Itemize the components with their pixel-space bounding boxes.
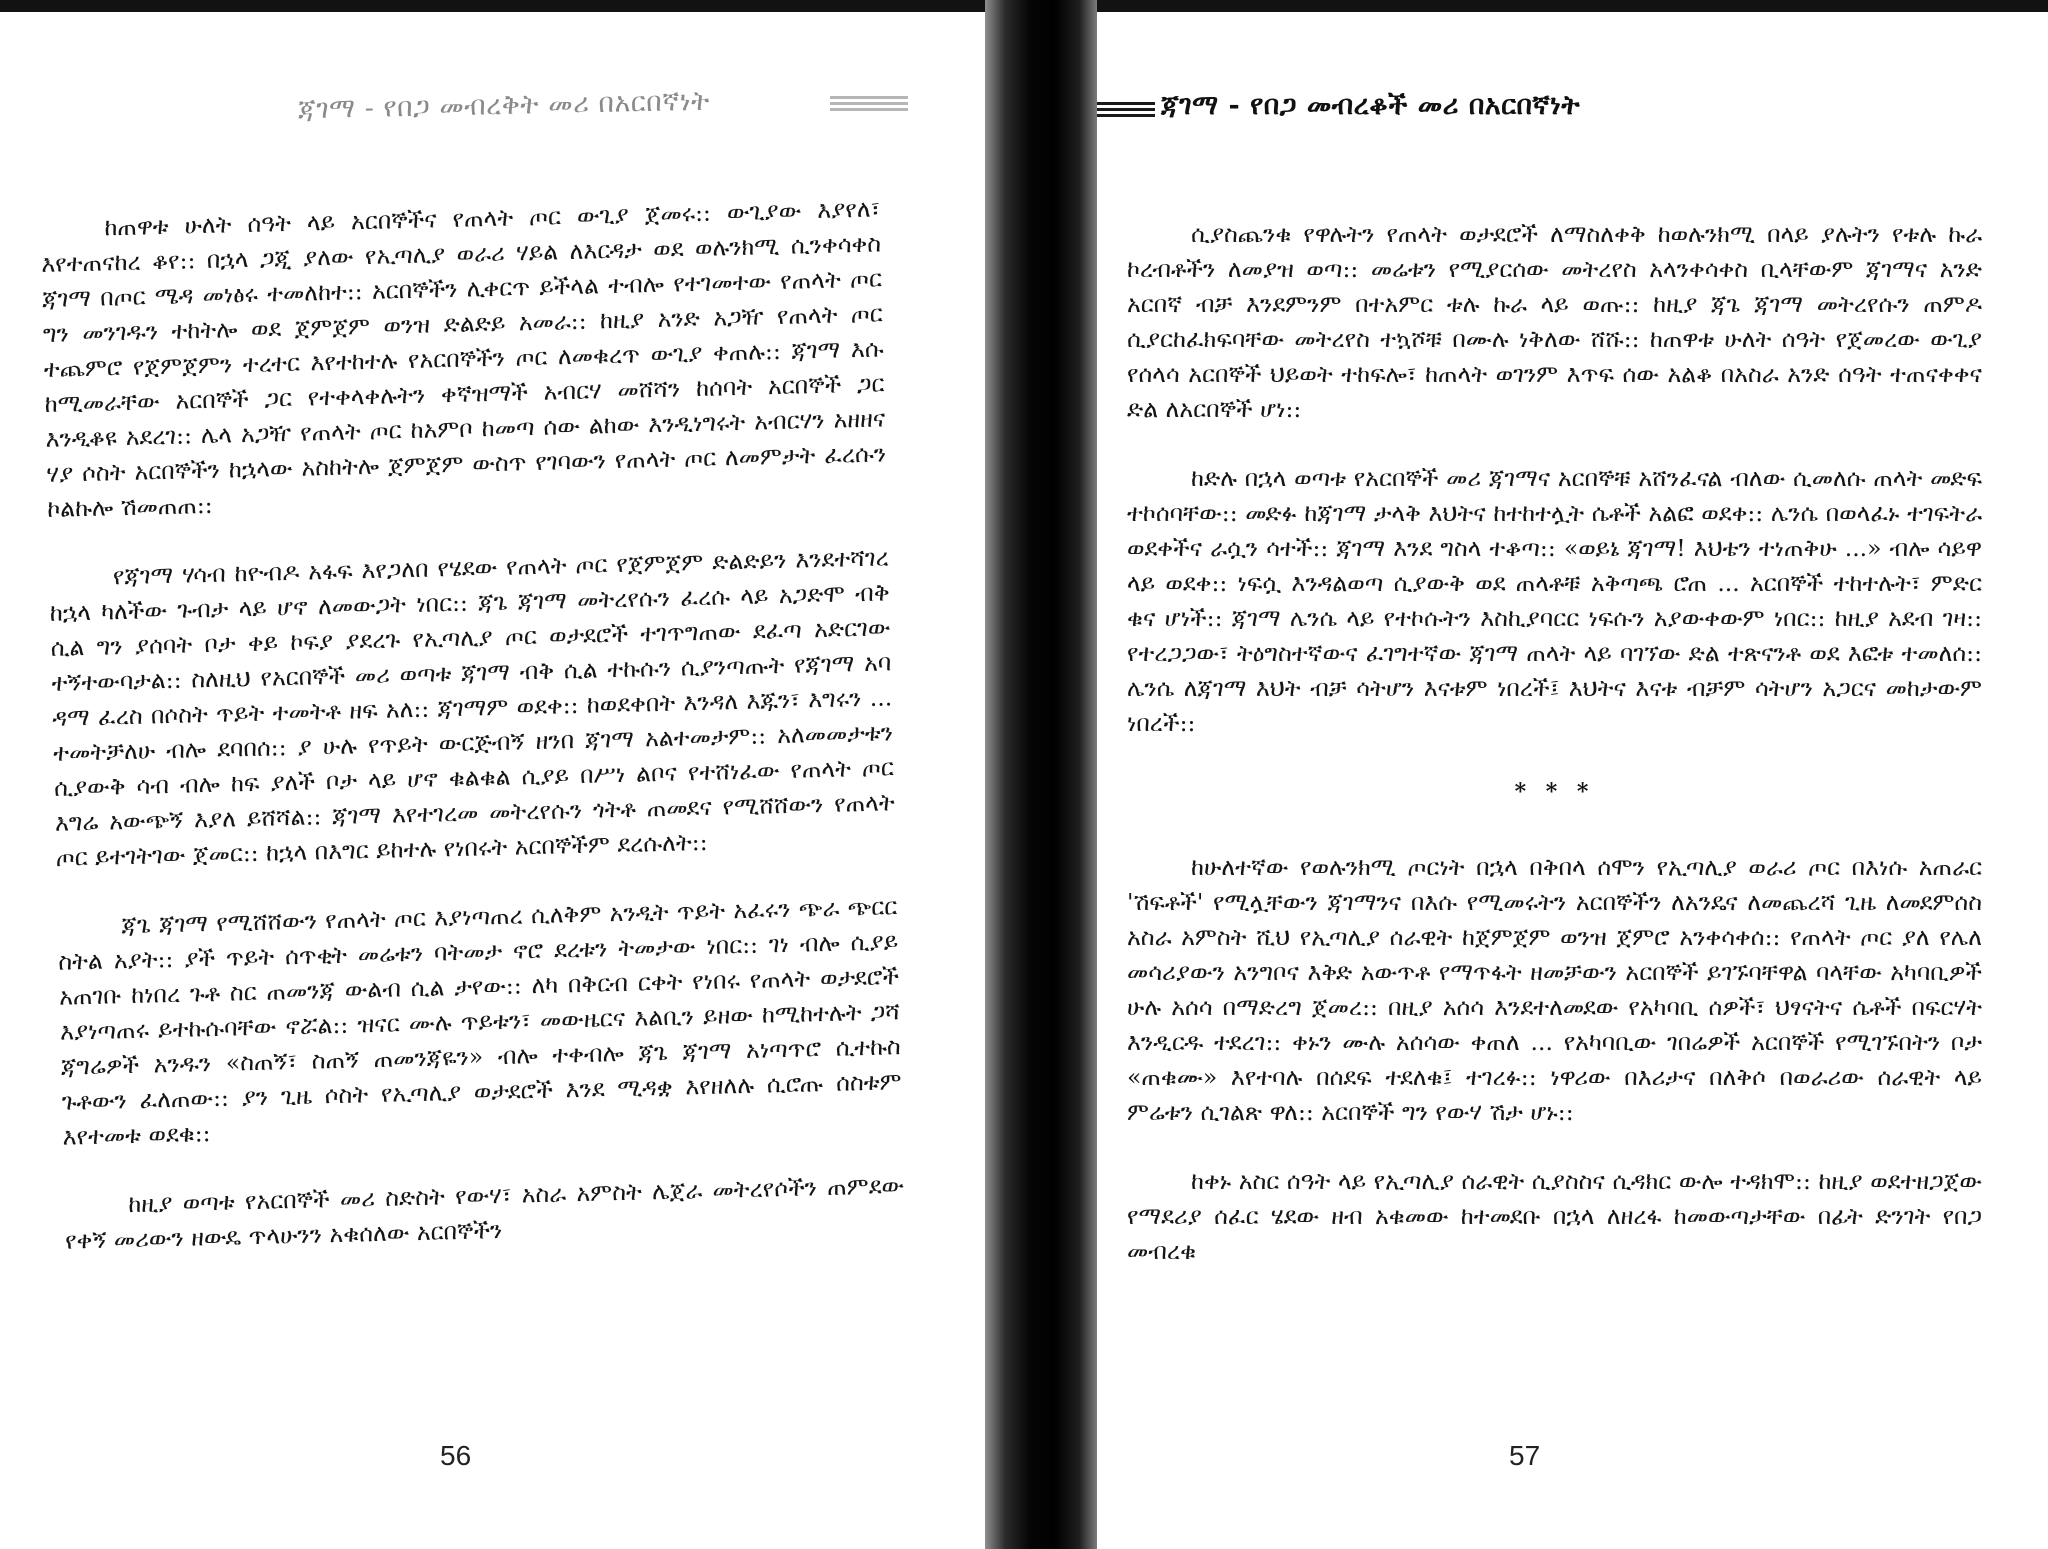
right-header-rules bbox=[1097, 102, 1155, 124]
left-paragraph-2: የጃገማ ሃሳብ ከዮብዶ አፋፍ እየጋለበ የሄደው የጠላት ጦር የጀምጀም ድልድይን እንደተሻገረ ከኋላ ካለችው ጉብታ ላይ ሆኖ ለመውጋት ነበር:: ጃጌ ጃገማ መትረየሱን ፈረሱ ላይ አጋድሞ ብቅ ሲል ግን ያሰባት ቦታ ቀይ ኮፍያ ያደረጉ የኢጣሊያ ጦር ወታደሮች ተገጥግጠው ደፈጣ አድርገው ተኝተውባታል:: ስለዚህ የአርበኞች መሪ ወጣቱ ጃገማ ብቅ ሲል ተኩሱን ሲያንጣጡት የጃገማ አባ ዳማ ፈረስ በሶስት ጥይት ተመትቶ ዘፍ አለ:: ጃገማም ወደቀ:: ከወደቀበት እንዳለ እጁን፣ እግሩን ... ተመትቻለሁ ብሎ ደባበሰ:: ያ ሁሉ የጥይት ውርጅብኝ ዘንበ ጃገማ አልተመታም:: አለመመታቱን ሲያውቅ ሳብ ብሎ ከፍ ያለች ቦታ ላይ ሆኖ ቁልቁል ሲያይ በሥነ ልቦና የተሸነፈው የጠላት ጦር እግሬ አውጭኝ እያለ ይሸሻል:: ጃገማ እየተገረመ መትረየሱን ጎትቶ ጠመደና የሚሸሸውን የጠላት ጦር ይተገትገው ጀመር:: ከኋላ በእግር ይከተሉ የነበሩት አርበኞችም ደረሱለት:: bbox=[49, 543, 896, 872]
right-running-head: ጃገማ - የበጋ መብረቆች መሪ በአርበኛነት bbox=[1161, 90, 1581, 121]
left-header-rules bbox=[830, 96, 908, 118]
left-page-number: 56 bbox=[440, 1440, 472, 1471]
right-page bbox=[1097, 12, 2048, 1549]
left-paragraph-1: ከጠዋቱ ሁለት ሰዓት ላይ አርበኞችና የጠላት ጦር ውጊያ ጀመሩ:: ውጊያው እያየለ፣ እየተጠናከረ ቆየ:: በኋላ ጋጂ ያለው የኢጣሊያ ወራሪ ሃይል ለእርዳታ ወደ ወሉንክሚ ሲንቀሳቀስ ጃገማ በጦር ሜዳ መነፅሩ ተመለከተ:: አርበኞችን ሊቀርጥ ይችላል ተብሎ የተገመተው የጠላት ጦር ግን መንገዱን ተከትሎ ወደ ጀምጀም ወንዝ ድልድይ አመራ:: ከዚያ አንድ አጋዥ የጠላት ጦር ተጨምሮ የጀምጀምን ተረተር እየተከተሉ የአርበኞችን ጦር ለመቁረጥ ውጊያ ቀጠሉ:: ጃገማ እሱ ከሚመራቸው አርበኞች ጋር የተቀላቀሉትን ቀኛዝማች አብርሃ መሸሻን ከሰባት አርበኞች ጋር እንዲቆዩ አደረገ:: ሌላ አጋዥ የጠላት ጦር ከአምቦ ከመጣ ሰው ልከው እንዲነግሩት አብርሃን አዘዘና ሃያ ሶስት አርበኞችን ከኋላው አስከትሎ ጀምጀም ውስጥ የገባውን የጠላት ጦር ለመምታት ፈረሱን ኮልኩሎ ሽመጠጠ:: bbox=[40, 194, 887, 523]
left-running-head: ጃገማ - የበጋ መብረቅት መሪ በአርበኛነት bbox=[297, 85, 711, 126]
left-paragraph-3: ጃጌ ጃገማ የሚሸሸውን የጠላት ጦር እያነጣጠረ ሲለቅም አንዲት ጥይት አፈሩን ጭራ ጭርር ስትል አያት:: ያች ጥይት ሰጥቂት መሬቱን ባትመታ ኖሮ ደረቱን ትመታው ነበር:: ገነ ብሎ ሲያይ አጠገቡ ከነበረ ጉቶ ስር ጠመንጃ ውልብ ሲል ታየው:: ለካ በቅርብ ርቀት የነበሩ የጠላት ወታደሮች እያነጣጠሩ ይተኩሱባቸው ኖሯል:: ዝናር ሙሉ ጥይቱን፣ መውዜርና እልቢን ይዘው ከሚከተሉት ጋሻ ጃግሬዎች አንዱን «ስጠኝ፣ ስጠኝ ጠመንጃዬን» ብሎ ተቀብሎ ጃጌ ጃገማ አነጣጥሮ ሲተኩስ ጉቶውን ፈለጠው:: ያን ጊዜ ሶስት የኢጣሊያ ወታደሮች እንደ ሚዳቋ እየዘለሉ ሲሮጡ ሰስቱም እየተመቱ ወደቁ:: bbox=[57, 892, 902, 1151]
left-body-text bbox=[40, 191, 906, 1292]
right-paragraph-3: ከሁለተኛው የወሉንክሚ ጦርነት በኋላ በቅበላ ሰሞን የኢጣሊያ ወራሪ ጦር በእነሱ አጠራር 'ሽፍቶች' የሚሏቸውን ጃገማንና በእሱ የሚመሩትን አርበኞችን ለአንዴና ለመጨረሻ ጊዜ ለመደምሰስ አስራ አምስት ሺህ የኢጣሊያ ሰራዊት ከጀምጀም ወንዝ ጀምሮ አንቀሳቀሰ:: የጠላት ጦር ያለ የሌለ መሳሪያውን አንግቦና እቅድ አውጥቶ የማጥፋት ዘመቻውን አርበኞች ይገኙባቸዋል ባላቸው አካባቢዎች ሁሉ አሰሳ በማድረግ ጀመረ:: በዚያ አሰሳ እንደተለመደው የአካባቢ ሰዎች፣ ህፃናትና ሴቶች በፍርሃት እንዲርዱ ተደረገ:: ቀኑን ሙሉ አሰሳው ቀጠለ ... የአካባቢው ገበሬዎች አርበኞች የሚገኙበትን ቦታ «ጠቁሙ» እየተባሉ በሰደፍ ተደለቁ፤ ተገረፉ:: ነዋሪው በእሪታና በለቅሶ በወራሪው ሰራዊት ላይ ምሬቱን ሲገልጽ ዋለ:: አርበኞች ግን የውሃ ሽታ ሆኑ:: bbox=[1127, 853, 1982, 1126]
left-paragraph-4: ከዚያ ወጣቱ የአርበኞች መሪ ስድስት የውሃ፣ አስራ አምስት ሌጀራ መትረየሶችን ጠምደው የቀኝ መሪውን ዘውዴ ጥላሁንን አቁሰለው አርበኞችን bbox=[64, 1171, 905, 1255]
right-page-number: 57 bbox=[1509, 1440, 1541, 1471]
left-page bbox=[0, 12, 985, 1549]
right-body-text bbox=[1127, 217, 1982, 1303]
section-separator: * * * bbox=[1514, 779, 1595, 805]
right-paragraph-1: ሲያስጨንቁ የዋሉትን የጠላት ወታደሮች ለማስለቀቅ ከወሉንክሚ በላይ ያሉትን የቱሉ ኩራ ኮረብቶችን ለመያዝ ወጣ:: መሬቱን የሚያርሰው መትረየስ አላንቀሳቀስ ቢላቸውም ጃገማና አንድ አርበኛ ብቻ እንደምንም በተአምር ቱሉ ኩራ ላይ ወጡ:: ከዚያ ጃጌ ጃገማ መትረየሱን ጠምዶ ሲያርከፈክፍባቸው መትረየስ ተኳሾቹ በሙሉ ነቅለው ሸሹ:: ከጠዋቱ ሁለት ሰዓት የጀመረው ውጊያ የሰላሳ አርበኞች ህይወት ተከፍሎ፣ ከጠላት ወገንም እጥፍ ሰው አልቆ በአስራ አንድ ሰዓት ተጠናቀቀና ድል ለአርበኞች ሆነ:: bbox=[1127, 220, 1982, 423]
book-spine-shadow bbox=[985, 0, 1097, 1549]
right-paragraph-4: ከቀኑ አስር ሰዓት ላይ የኢጣሊያ ሰራዊት ሲያስስና ሲዳክር ውሎ ተዳክሞ:: ከዚያ ወደተዘጋጀው የማደሪያ ሰፈር ሄደው ዘብ አቁመው ከተመደቡ በኋላ ለዘረፋ ከመውጣታቸው በፊት ድንገት የበጋ መብረቁ bbox=[1127, 1167, 1982, 1265]
right-paragraph-2: ከድሉ በኋላ ወጣቱ የአርበኞች መሪ ጃገማና አርበኞቹ አሸንፈናል ብለው ሲመለሱ ጠላት መድፍ ተኮሰባቸው:: መድፉ ከጃገማ ታላቅ እህትና ከተከተሏት ሴቶች አልፎ ወደቀ:: ሌንሴ በወላፈኑ ተገፍትራ ወደቀችና ራሷን ሳተች:: ጃገማ እንደ ግስላ ተቆጣ:: «ወይኔ ጃገማ! እህቴን ተነጠቅሁ ...» ብሎ ሳይዋ ላይ ወደቀ:: ነፍሷ እንዳልወጣ ሲያውቅ ወደ ጠላቶቹ አቅጣጫ ሮጠ ... አርበኞች ተከተሉት፣ ምድር ቁና ሆነች:: ጃገማ ሌንሴ ላይ የተኮሱትን እስኪያባርር ነፍሱን አያውቀውም ነበር:: ከዚያ አደብ ገዛ:: የተረጋጋው፣ ትዕግስተኛውና ፈገግተኛው ጃገማ ጠላት ላይ ባገኘው ድል ተጽናንቶ ወደ እፎቱ ተመለሰ:: ሌንሴ ለጃገማ እህት ብቻ ሳትሆን እናቱም ነበረች፤ እህትና እናቱ ብቻም ሳትሆን አጋርና መከታውም ነበረች:: bbox=[1127, 464, 1982, 737]
